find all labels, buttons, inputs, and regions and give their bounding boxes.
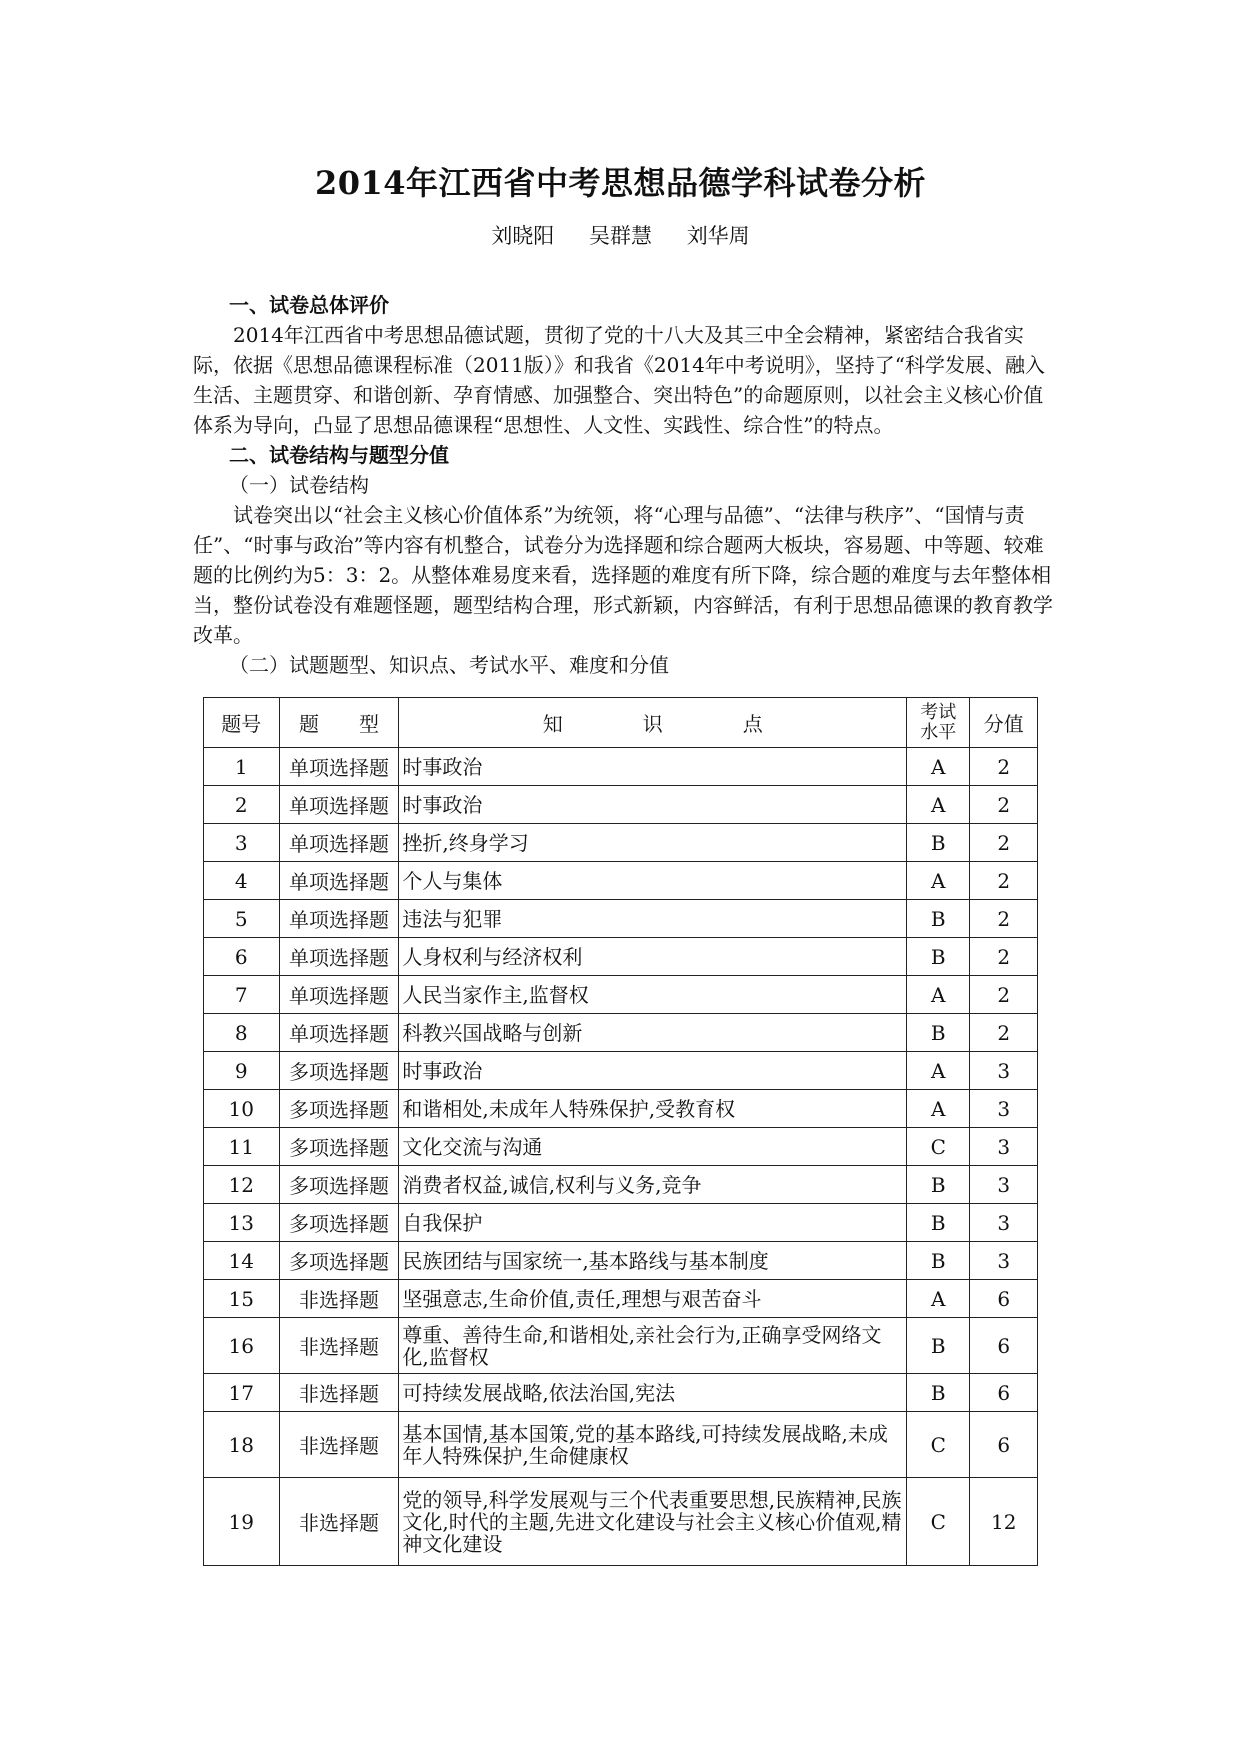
cell-num: 9 — [204, 1052, 280, 1090]
section-1-heading: 一、试卷总体评价 — [229, 293, 389, 317]
exam-analysis-table — [203, 697, 1038, 1566]
cell-type: 多项选择题 — [279, 1166, 399, 1204]
cell-num: 18 — [204, 1412, 280, 1478]
cell-num: 15 — [204, 1280, 280, 1318]
cell-num: 13 — [204, 1204, 280, 1242]
cell-num: 8 — [204, 1014, 280, 1052]
cell-knowledge: 人民当家作主,监督权 — [399, 976, 907, 1014]
cell-type: 多项选择题 — [279, 1052, 399, 1090]
cell-level: A — [907, 1280, 970, 1318]
cell-type: 单项选择题 — [279, 824, 399, 862]
table-header-row — [204, 698, 1038, 748]
cell-level: B — [907, 1014, 970, 1052]
cell-knowledge: 基本国情,基本国策,党的基本路线,可持续发展战略,未成年人特殊保护,生命健康权 — [399, 1412, 907, 1478]
cell-score: 3 — [970, 1242, 1038, 1280]
cell-type: 单项选择题 — [279, 786, 399, 824]
section-2-heading: 二、试卷结构与题型分值 — [229, 443, 449, 467]
cell-knowledge: 挫折,终身学习 — [399, 824, 907, 862]
table-row — [204, 748, 1038, 786]
cell-num: 12 — [204, 1166, 280, 1204]
section-1 — [193, 290, 1053, 680]
cell-score: 3 — [970, 1052, 1038, 1090]
cell-type: 非选择题 — [279, 1318, 399, 1374]
cell-type: 非选择题 — [279, 1412, 399, 1478]
table-row — [204, 1166, 1038, 1204]
cell-knowledge: 文化交流与沟通 — [399, 1128, 907, 1166]
header-knowledge: 知 识 点 — [399, 698, 907, 748]
cell-knowledge: 党的领导,科学发展观与三个代表重要思想,民族精神,民族文化,时代的主题,先进文化建设与社会主义核心价值观,精神文化建设 — [399, 1478, 907, 1566]
author-name: 吴群慧 — [589, 224, 652, 248]
cell-level: A — [907, 786, 970, 824]
cell-score: 6 — [970, 1280, 1038, 1318]
cell-num: 14 — [204, 1242, 280, 1280]
section-2-subheading-2: （二）试题题型、知识点、考试水平、难度和分值 — [229, 653, 669, 677]
cell-score: 2 — [970, 938, 1038, 976]
cell-level: B — [907, 1318, 970, 1374]
cell-level: B — [907, 1374, 970, 1412]
cell-knowledge: 可持续发展战略,依法治国,宪法 — [399, 1374, 907, 1412]
cell-type: 非选择题 — [279, 1374, 399, 1412]
cell-num: 17 — [204, 1374, 280, 1412]
cell-score: 6 — [970, 1412, 1038, 1478]
cell-type: 非选择题 — [279, 1478, 399, 1566]
cell-level: A — [907, 1052, 970, 1090]
table-row — [204, 862, 1038, 900]
table-row — [204, 1014, 1038, 1052]
cell-score: 2 — [970, 900, 1038, 938]
cell-level: A — [907, 748, 970, 786]
cell-knowledge: 时事政治 — [399, 748, 907, 786]
table-body — [204, 748, 1038, 1566]
cell-score: 3 — [970, 1128, 1038, 1166]
header-level-line2: 水平 — [920, 721, 957, 743]
table-row — [204, 1242, 1038, 1280]
table-row — [204, 976, 1038, 1014]
cell-level: B — [907, 1242, 970, 1280]
cell-num: 11 — [204, 1128, 280, 1166]
cell-knowledge: 民族团结与国家统一,基本路线与基本制度 — [399, 1242, 907, 1280]
cell-knowledge: 人身权利与经济权利 — [399, 938, 907, 976]
header-score: 分值 — [970, 698, 1038, 748]
table-row — [204, 1478, 1038, 1566]
cell-level: C — [907, 1128, 970, 1166]
cell-level: B — [907, 1204, 970, 1242]
cell-type: 多项选择题 — [279, 1128, 399, 1166]
cell-num: 19 — [204, 1478, 280, 1566]
section-2-subheading-1: （一）试卷结构 — [229, 473, 369, 497]
cell-knowledge: 自我保护 — [399, 1204, 907, 1242]
cell-score: 2 — [970, 786, 1038, 824]
cell-knowledge: 尊重、善待生命,和谐相处,亲社会行为,正确享受网络文化,监督权 — [399, 1318, 907, 1374]
table-row — [204, 1090, 1038, 1128]
cell-type: 非选择题 — [279, 1280, 399, 1318]
table-row — [204, 1374, 1038, 1412]
author-name: 刘华周 — [686, 224, 750, 248]
cell-knowledge: 科教兴国战略与创新 — [399, 1014, 907, 1052]
cell-type: 单项选择题 — [279, 1014, 399, 1052]
cell-score: 2 — [970, 748, 1038, 786]
cell-type: 单项选择题 — [279, 748, 399, 786]
author-list — [0, 220, 1241, 250]
table-row — [204, 1280, 1038, 1318]
cell-level: B — [907, 938, 970, 976]
document-title: 2014年江西省中考思想品德学科试卷分析 — [314, 164, 927, 202]
cell-level: B — [907, 824, 970, 862]
table-row — [204, 1128, 1038, 1166]
section-2-paragraph: 试卷突出以“社会主义核心价值体系”为统领，将“心理与品德”、“法律与秩序”、“国情与责任”、“时事与政治”等内容有机整合，试卷分为选择题和综合题两大板块，容易题、中等题、较难题的比例约为5：3：2。从整体难易度来看，选择题的难度有所下降，综合题的难度与去年整体相当，整份试卷没有难题怪题，题型结构合理，形式新颖，内容鲜活，有利于思想品德课的教育教学改革。 — [193, 503, 1053, 647]
cell-num: 6 — [204, 938, 280, 976]
cell-num: 16 — [204, 1318, 280, 1374]
cell-score: 2 — [970, 976, 1038, 1014]
cell-score: 3 — [970, 1204, 1038, 1242]
table-row — [204, 1052, 1038, 1090]
header-num: 题号 — [204, 698, 280, 748]
cell-level: C — [907, 1412, 970, 1478]
header-type: 题 型 — [279, 698, 399, 748]
cell-num: 4 — [204, 862, 280, 900]
cell-num: 3 — [204, 824, 280, 862]
cell-level: B — [907, 1166, 970, 1204]
cell-score: 6 — [970, 1374, 1038, 1412]
cell-knowledge: 坚强意志,生命价值,责任,理想与艰苦奋斗 — [399, 1280, 907, 1318]
cell-score: 6 — [970, 1318, 1038, 1374]
cell-score: 2 — [970, 1014, 1038, 1052]
header-level-line1: 考试 — [920, 701, 957, 723]
table-row — [204, 824, 1038, 862]
table-row — [204, 900, 1038, 938]
cell-level: A — [907, 862, 970, 900]
table-row — [204, 938, 1038, 976]
cell-level: B — [907, 900, 970, 938]
cell-knowledge: 时事政治 — [399, 786, 907, 824]
cell-score: 12 — [970, 1478, 1038, 1566]
section-1-paragraph: 2014年江西省中考思想品德试题，贯彻了党的十八大及其三中全会精神，紧密结合我省实际，依据《思想品德课程标准（2011版）》和我省《2014年中考说明》，坚持了“科学发展、融入生活、主题贯穿、和谐创新、孕育情感、加强整合、突出特色”的命题原则，以社会主义核心价值体系为导向，凸显了思想品德课程“思想性、人文性、实践性、综合性”的特点。 — [193, 323, 1046, 437]
cell-num: 10 — [204, 1090, 280, 1128]
cell-type: 多项选择题 — [279, 1242, 399, 1280]
cell-score: 3 — [970, 1090, 1038, 1128]
header-level — [907, 698, 970, 748]
cell-level: A — [907, 1090, 970, 1128]
cell-knowledge: 时事政治 — [399, 1052, 907, 1090]
cell-type: 单项选择题 — [279, 862, 399, 900]
cell-type: 单项选择题 — [279, 938, 399, 976]
cell-num: 2 — [204, 786, 280, 824]
cell-score: 3 — [970, 1166, 1038, 1204]
table-row — [204, 1318, 1038, 1374]
cell-num: 1 — [204, 748, 280, 786]
cell-type: 单项选择题 — [279, 900, 399, 938]
table-row — [204, 786, 1038, 824]
author-name: 刘晓阳 — [491, 224, 555, 248]
cell-knowledge: 和谐相处,未成年人特殊保护,受教育权 — [399, 1090, 907, 1128]
cell-level: C — [907, 1478, 970, 1566]
table-row — [204, 1412, 1038, 1478]
cell-knowledge: 个人与集体 — [399, 862, 907, 900]
cell-type: 多项选择题 — [279, 1090, 399, 1128]
cell-level: A — [907, 976, 970, 1014]
cell-score: 2 — [970, 862, 1038, 900]
cell-type: 单项选择题 — [279, 976, 399, 1014]
table-row — [204, 1204, 1038, 1242]
cell-knowledge: 消费者权益,诚信,权利与义务,竞争 — [399, 1166, 907, 1204]
cell-num: 7 — [204, 976, 280, 1014]
cell-num: 5 — [204, 900, 280, 938]
cell-score: 2 — [970, 824, 1038, 862]
cell-type: 多项选择题 — [279, 1204, 399, 1242]
cell-knowledge: 违法与犯罪 — [399, 900, 907, 938]
